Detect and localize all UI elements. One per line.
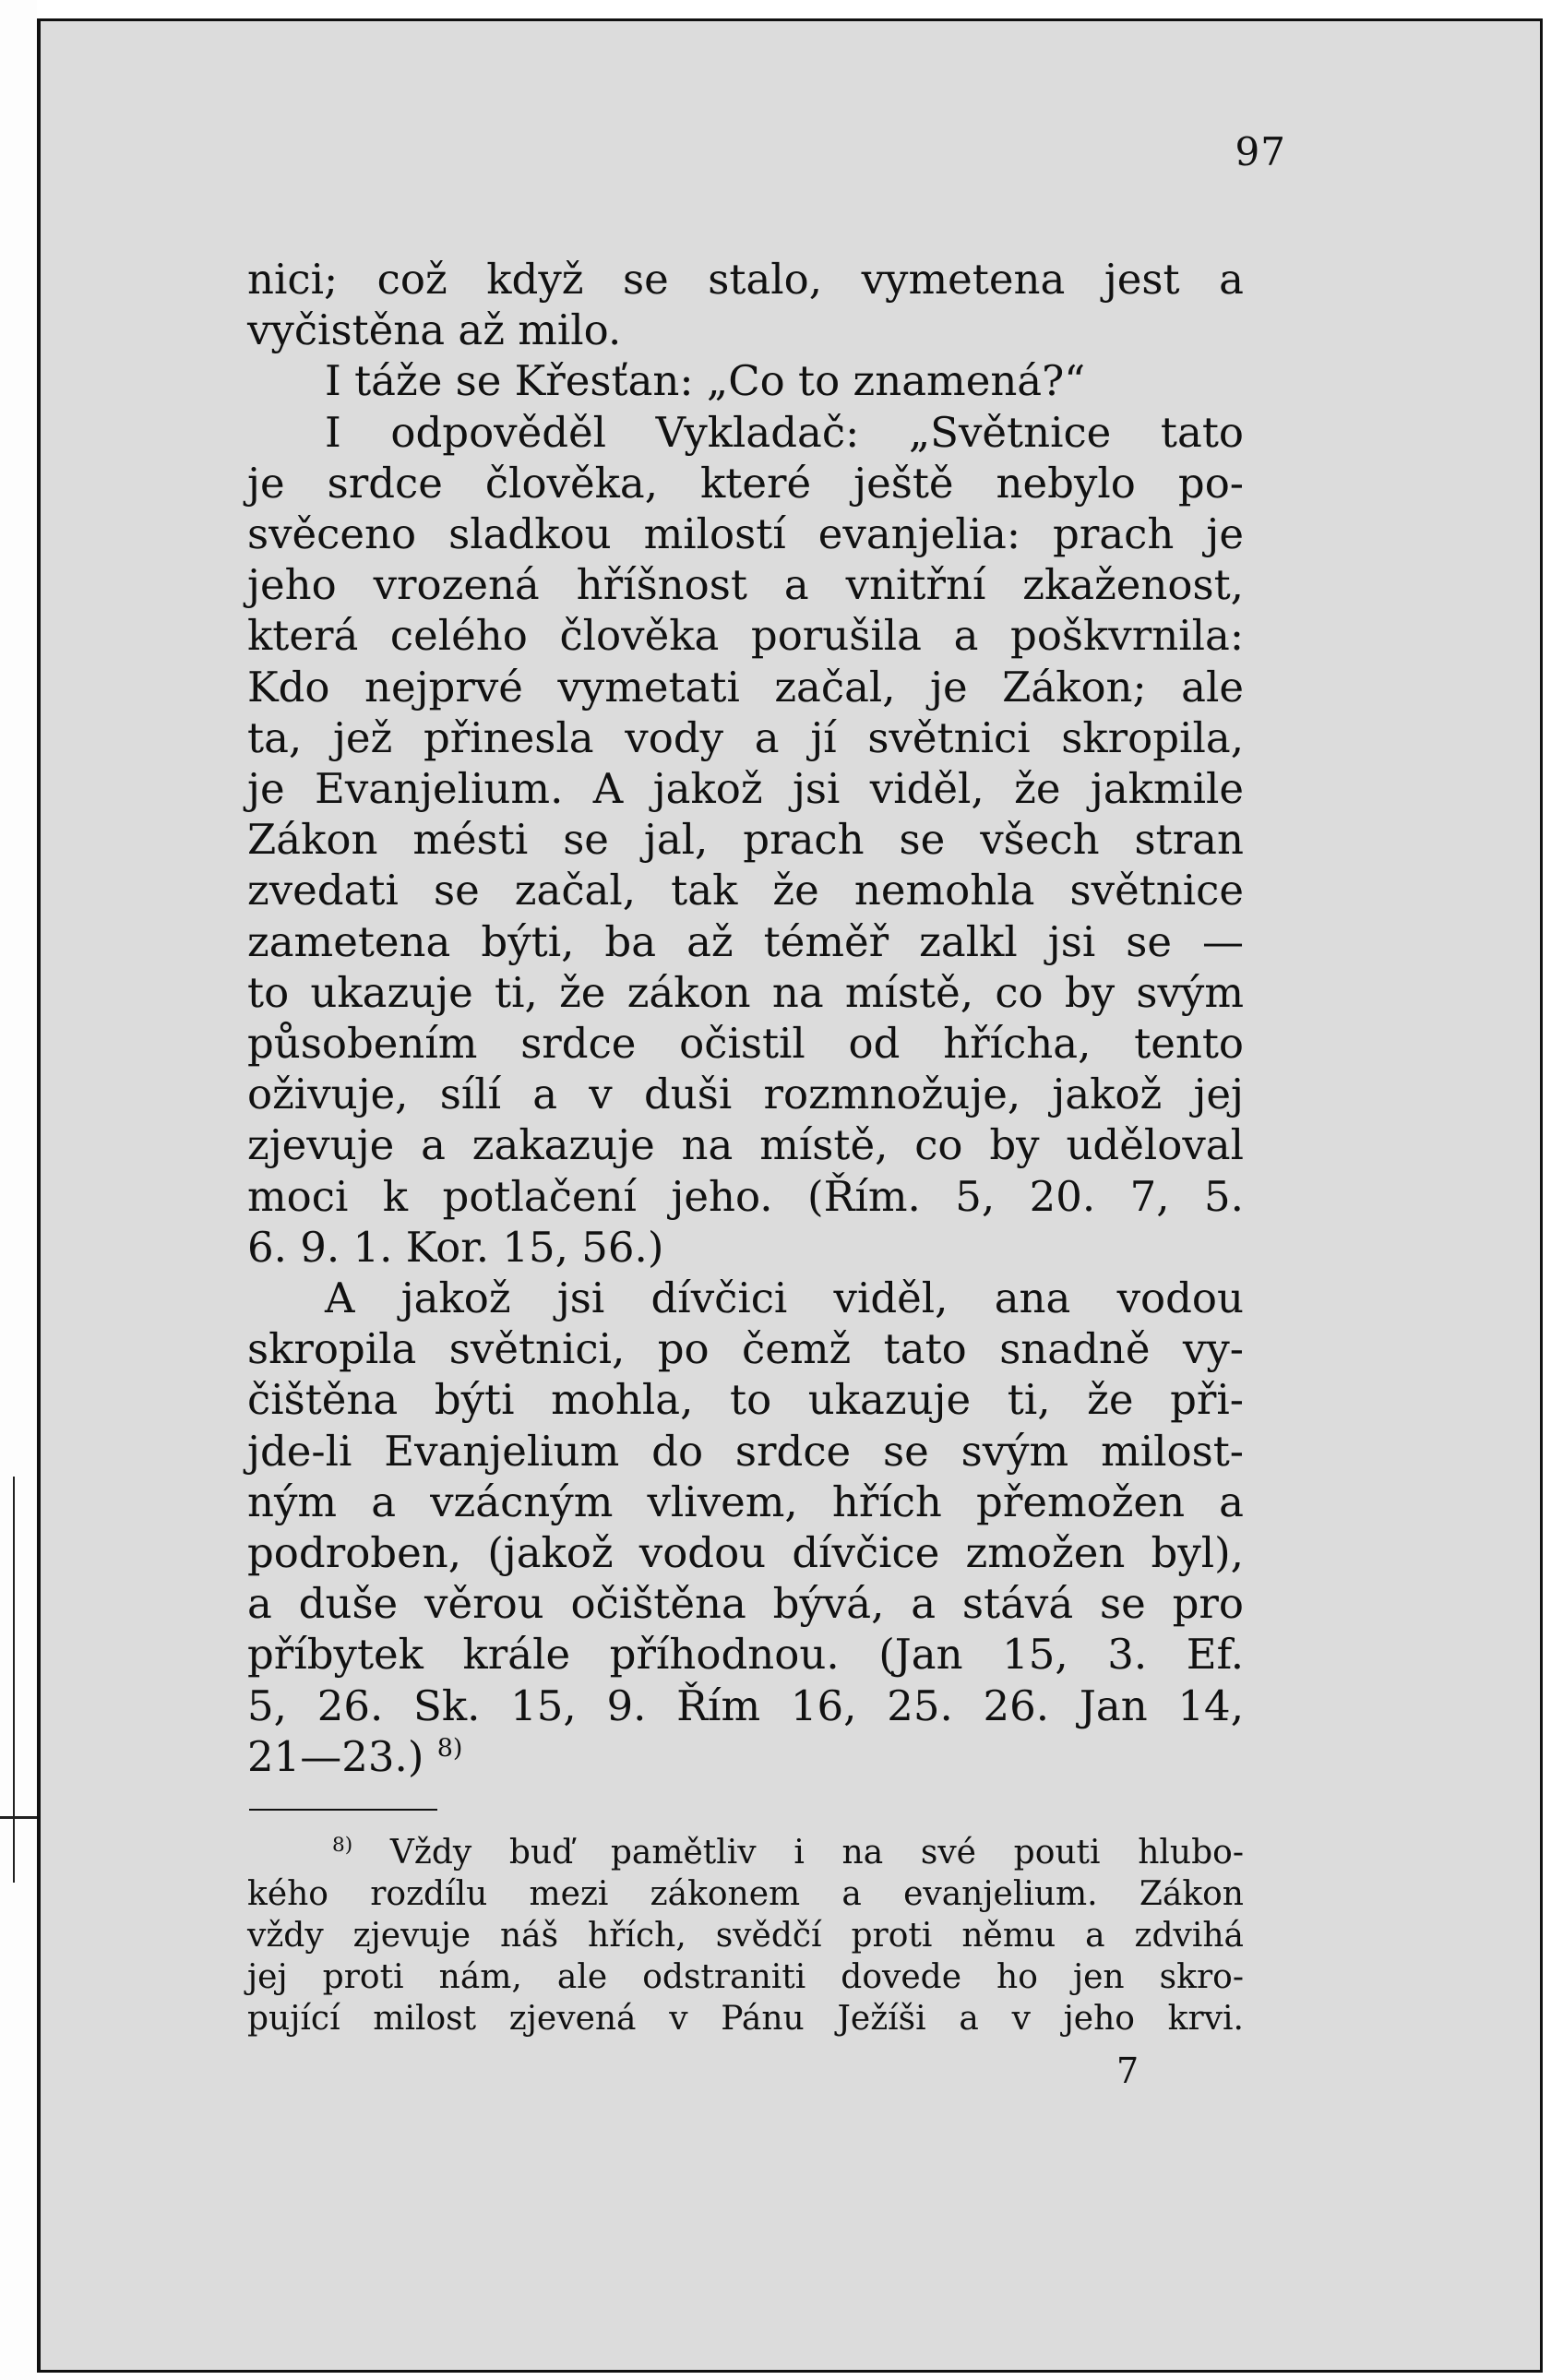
text-line: vyčistěna až milo. xyxy=(247,305,622,355)
signature-mark: 7 xyxy=(1116,2051,1139,2091)
footnote xyxy=(247,1832,1244,2039)
text-line: nici; což když se stalo, vymetena jest a xyxy=(247,255,1244,304)
scan-edge-line xyxy=(13,1477,15,1883)
text-line: příbytek krále příhodnou. (Jan 15, 3. Ef. xyxy=(247,1630,1244,1680)
text-line: 6. 9. 1. Kor. 15, 56.) xyxy=(247,1222,664,1272)
page-number: 97 xyxy=(1235,129,1286,174)
footnote-marker: 8) xyxy=(332,1834,353,1857)
text-line: jde-li Evanjelium do srdce se svým milost- xyxy=(247,1426,1244,1476)
text-line: je srdce člověka, které ještě nebylo po- xyxy=(247,458,1244,508)
text-line: svěceno sladkou milostí evanjelia: prach je xyxy=(247,509,1244,559)
text-line: I odpověděl Vykladač: „Světnice tato xyxy=(325,407,1244,457)
text-line: oživuje, sílí a v duši rozmnožuje, jakož jej xyxy=(247,1070,1244,1119)
scan-margin xyxy=(0,0,37,2380)
text-line: a duše věrou očištěna bývá, a stává se pro xyxy=(247,1579,1244,1629)
text-line: ným a vzácným vlivem, hřích přemožen a xyxy=(247,1477,1244,1526)
text-line: 21—23.) xyxy=(247,1731,424,1781)
footnote-line xyxy=(247,1832,1244,1873)
text-line: podroben, (jakož vodou dívčice zmožen byl), xyxy=(247,1528,1244,1578)
footnote-line: jej proti nám, ale odstraniti dovede ho jen skro- xyxy=(247,1958,1244,1996)
text-line: působením srdce očistil od hřícha, tento xyxy=(247,1019,1244,1069)
text-line: je Evanjelium. A jakož jsi viděl, že jakmile xyxy=(247,764,1244,814)
text-line: to ukazuje ti, že zákon na místě, co by svým xyxy=(247,967,1244,1017)
text-line: zvedati se začal, tak že nemohla světnice xyxy=(247,866,1244,915)
text-line: 5, 26. Sk. 15, 9. Řím 16, 25. 26. Jan 14, xyxy=(247,1680,1244,1730)
text-line: která celého člověka porušila a poškvrnila: xyxy=(247,611,1244,661)
footnote-reference: 8) xyxy=(436,1733,463,1763)
footnote-marker-number: 8 xyxy=(332,1834,345,1857)
text-line: zjevuje a zakazuje na místě, co by uděloval xyxy=(247,1120,1244,1170)
text-line: ta, jež přinesla vody a jí světnici skropila, xyxy=(247,712,1244,762)
text-line: I táže se Křesťan: „Co to znamená?“ xyxy=(325,356,1086,406)
text-line: Kdo nejprvé vymetati začal, je Zákon; ale xyxy=(247,662,1244,712)
body-text xyxy=(247,254,1244,1782)
text-line: skropila světnici, po čemž tato snadně vy- xyxy=(247,1324,1244,1374)
footnote-line: pující milost zjevená v Pánu Ježíši a v jeho krvi. xyxy=(247,2000,1244,2038)
text-line: jeho vrozená hříšnost a vnitřní zkaženost, xyxy=(247,560,1244,610)
text-line-with-footnote xyxy=(247,1731,1244,1782)
footnote-ref-number: 8 xyxy=(436,1733,453,1763)
text-line: čištěna býti mohla, to ukazuje ti, že při- xyxy=(247,1375,1244,1425)
footnote-text: Vždy buď pamětliv i na své pouti hlubo- xyxy=(389,1834,1244,1872)
text-line: zametena býti, ba až téměř zalkl jsi se — xyxy=(247,916,1244,966)
footnote-line: kého rozdílu mezi zákonem a evanjelium. Zákon xyxy=(247,1875,1244,1913)
footnote-separator xyxy=(249,1809,437,1811)
text-line: moci k potlačení jeho. (Řím. 5, 20. 7, 5. xyxy=(247,1171,1244,1221)
text-line: A jakož jsi dívčici viděl, ana vodou xyxy=(325,1274,1244,1323)
footnote-line: vždy zjevuje náš hřích, svědčí proti němu a zdvihá xyxy=(247,1917,1244,1955)
text-line: Zákon mésti se jal, prach se všech stran xyxy=(247,815,1244,865)
